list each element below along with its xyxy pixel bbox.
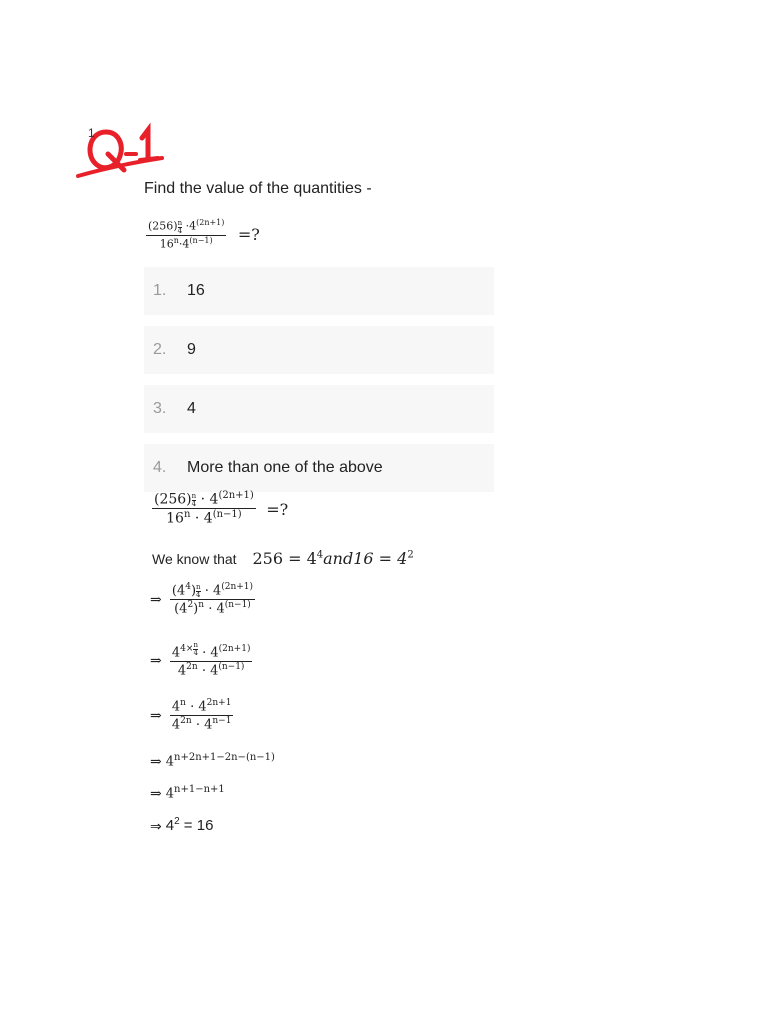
solution-step-1: ⇒ $(4^4)$ $\frac{n}{4}$ · $4^{(2n+1)}$ $(4^2)^n \cdot 4^{(n-1)}$: [150, 582, 254, 617]
option-text: More than one of the above: [187, 459, 383, 476]
option-text: 4: [187, 400, 196, 417]
question-number-label: 1: [88, 126, 95, 140]
option-number: 1.: [153, 282, 167, 299]
implies-icon: ⇒: [150, 591, 162, 608]
option-number: 3.: [153, 400, 167, 417]
implies-icon: ⇒: [150, 753, 162, 770]
implies-icon: ⇒: [150, 817, 162, 834]
implies-icon: ⇒: [150, 785, 162, 802]
option-4[interactable]: [144, 444, 494, 492]
solution-step-2: ⇒ $4^{4\times \frac{n}{4}}$ · $4^{(2n+1)}$ $4^{2n} \cdot 4^{(n-1)}$: [150, 641, 251, 679]
solution-step-5: ⇒ $4^{n+1-n+1}$: [150, 784, 225, 802]
option-text: 9: [187, 341, 196, 358]
option-2[interactable]: [144, 326, 494, 374]
question-prompt: Find the value of the quantities -: [144, 180, 372, 197]
option-3[interactable]: [144, 385, 494, 433]
option-number: 4.: [153, 459, 167, 476]
solution-known-fact: We know that $256 = 4^4and16 = 4^2$: [152, 549, 414, 568]
solution-step-3: ⇒ $\frac{4^n \cdot 4^{2n+1}}{4^{2n} \cdot 4^{n-1}}$: [150, 698, 232, 733]
solution-step-4: ⇒ $4^{n+2n+1-2n-(n-1)}$: [150, 752, 275, 770]
option-text: 16: [187, 282, 205, 299]
implies-icon: ⇒: [150, 707, 162, 724]
solution-restated-expression: (256) $\frac{n}{4}$ · $4^{(2n+1)}$ $16^n \cdot 4^{(n-1)}$ =?: [154, 490, 289, 528]
option-number: 2.: [153, 341, 167, 358]
question-expression: (256) $\frac{n}{4}$ $\cdot 4^{(2n+1)}$ $16^n\cdot 4^{(n-1)}$ =?: [148, 218, 260, 251]
option-1[interactable]: [144, 267, 494, 315]
implies-icon: ⇒: [150, 652, 162, 669]
solution-final-answer: ⇒ $4^2 = 16$: [150, 816, 214, 834]
